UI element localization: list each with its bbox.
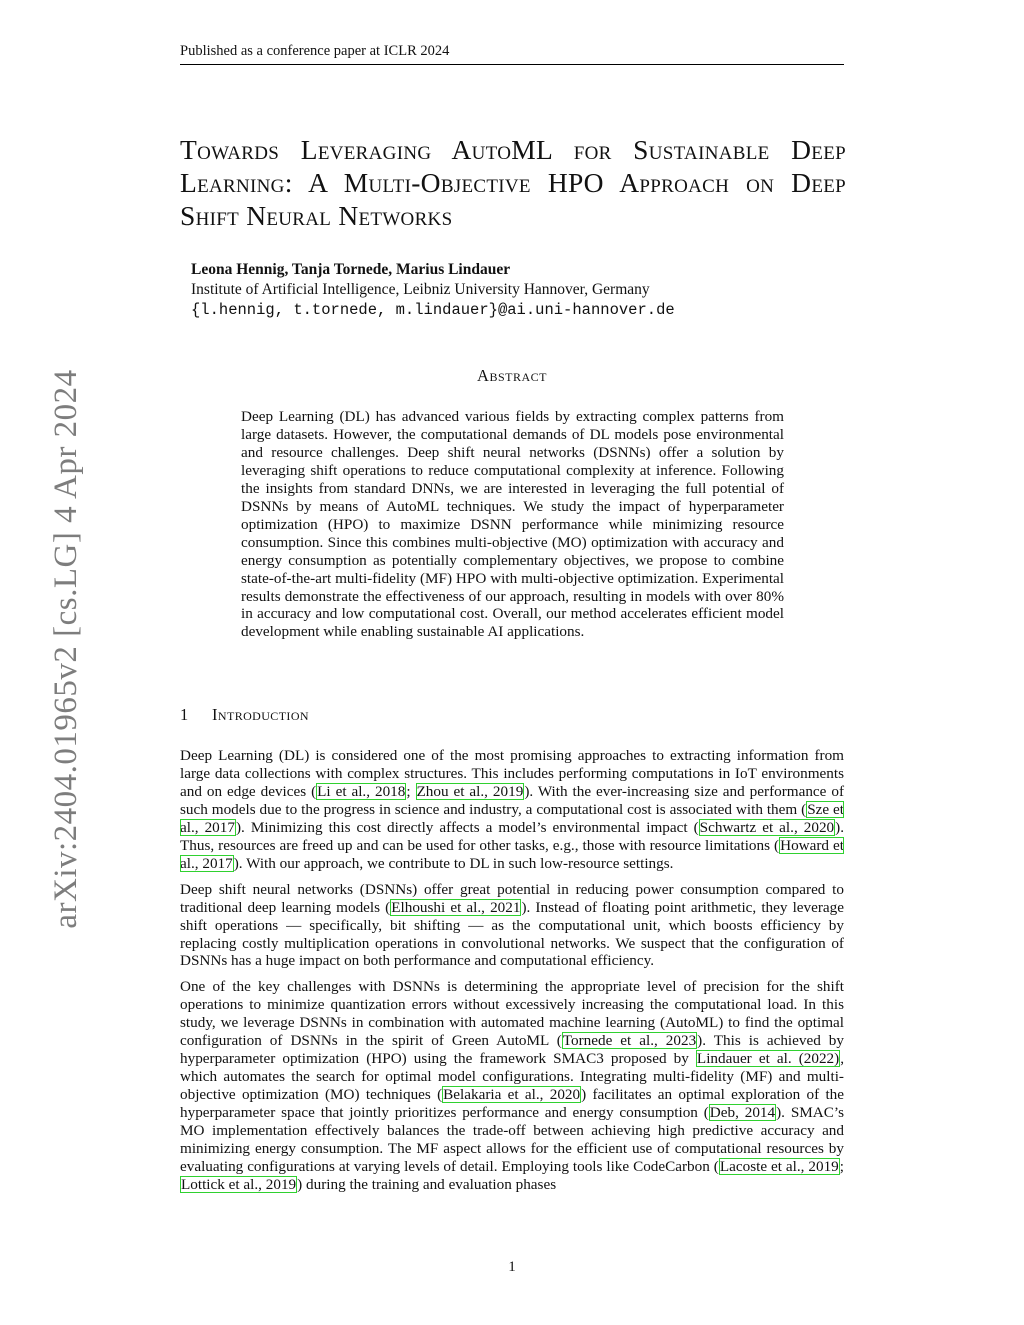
text-run: ). SMAC’s MO implementation effectively balances the trade-off between achieving high predictive accuracy and minimizing energy consumption. The MF aspect allows for the efficient use of computational resources by evaluating configurations at varying levels of detail. Employing tools like CodeCarbon ( <box>180 1104 844 1175</box>
section-number: 1 <box>180 705 189 724</box>
body-text <box>180 747 844 1202</box>
paragraph-1 <box>180 747 844 873</box>
page-number: 1 <box>508 1259 516 1275</box>
text-run: Deep shift neural networks (DSNNs) offer great potential in reducing power consumption compared to traditional deep learning models ( <box>180 880 844 916</box>
citation-link[interactable]: Elhoushi et al., 2021 <box>391 898 521 916</box>
running-header: Published as a conference paper at ICLR 2024 <box>180 43 844 65</box>
citation-link[interactable]: Lindauer et al. (2022) <box>696 1050 840 1068</box>
text-run: ). Instead of floating point arithmetic, they leverage shift operations — specifically, bit shifting — as the computational unit, which boosts efficiency by replacing costly multiplication operations in convolutional networks. We suspect that the configuration of DSNNs has a huge impact on both performance and computational efficiency. <box>180 898 845 970</box>
abstract-heading: Abstract <box>477 366 547 385</box>
author-block <box>191 260 831 320</box>
citation-link[interactable]: Sze et al., 2017 <box>180 800 844 836</box>
text-run: , which automates the search for optimal model configurations. Integrating multi-fidelity (MF) and multi-objective optimization (MO) techniques ( <box>180 1050 844 1104</box>
paragraph-2 <box>180 881 844 971</box>
citation-link[interactable]: Lottick et al., 2019 <box>181 1175 297 1193</box>
abstract-text: Deep Learning (DL) has advanced various fields by extracting complex patterns from large datasets. However, the computational demands of DL models pose environmental and resource challenges. Deep shift neural networks (DSNNs) offer a solution by leveraging shift operations to reduce computational complexity at inference. Following the insights from standard DNNs, we are interested in leveraging the full potential of DSNNs by means of AutoML techniques. We study the impact of hyperparameter optimization (HPO) to maximize DSNN performance while minimizing resource consumption. Since this combines multi-objective (MO) optimization with accuracy and energy consumption as potentially complementary objectives, we propose to combine state-of-the-art multi-fidelity (MF) HPO with multi-objective optimization. Experimental results demonstrate the effectiveness of our approach, resulting in models with over 80% in accuracy and low computational cost. Overall, our method accelerates efficient model development while enabling sustainable AI applications. <box>241 408 784 641</box>
text-run: ). With our approach, we contribute to DL in such low-resource settings. <box>233 854 674 872</box>
author-email: {l.hennig, t.tornede, m.lindauer}@ai.uni-hannover.de <box>191 301 675 319</box>
text-run: ). Minimizing this cost directly affects a model’s environmental impact ( <box>235 818 699 836</box>
citation-link[interactable]: Li et al., 2018 <box>317 782 406 800</box>
author-affiliation: Institute of Artificial Intelligence, Leibniz University Hannover, Germany <box>191 281 650 298</box>
text-run: ). This is achieved by hyperparameter optimization (HPO) using the framework SMAC3 proposed by <box>180 1032 844 1068</box>
section-heading <box>180 705 844 725</box>
text-run: ). Thus, resources are freed up and can be used for other tasks, e.g., those with resource limitations ( <box>180 818 844 854</box>
citation-link[interactable]: Schwartz et al., 2020 <box>699 818 835 836</box>
author-names: Leona Hennig, Tanja Tornede, Marius Lindauer <box>191 261 511 278</box>
section-title: Introduction <box>212 705 309 724</box>
citation-link[interactable]: Zhou et al., 2019 <box>416 782 524 800</box>
text-run: ; <box>406 782 416 800</box>
paragraph-3 <box>180 978 844 1193</box>
text-run: ; <box>839 1157 844 1175</box>
text-run: Deep Learning (DL) is considered one of the most promising approaches to extracting information from large data collections with complex structures. This includes performing computations in IoT environments and on edge devices ( <box>180 747 844 800</box>
text-run: ). With the ever-increasing size and performance of such models due to the progress in science and industry, a computational cost is associated with them ( <box>180 782 845 818</box>
text-run: ) during the training and evaluation phases <box>297 1175 557 1193</box>
citation-link[interactable]: Deb, 2014 <box>709 1104 776 1122</box>
paper-title: Towards Leveraging AutoML for Sustainable Deep Learning: A Multi-Objective HPO Approach on Deep Shift Neural Networks <box>180 134 846 231</box>
citation-link[interactable]: Lacoste et al., 2019 <box>719 1157 839 1175</box>
citation-link[interactable]: Belakaria et al., 2020 <box>443 1086 581 1104</box>
arxiv-id-text: arXiv:2404.01965v2 [cs.LG] 4 Apr 2024 <box>48 369 84 929</box>
citation-link[interactable]: Tornede et al., 2023 <box>562 1032 697 1050</box>
text-run: One of the key challenges with DSNNs is determining the appropriate level of precision for the shift operations to minimize quantization errors without excessively increasing the computational load. In this study, we leverage DSNNs in combination with automated machine learning (AutoML) to find the optimal configuration of DSNNs in the spirit of Green AutoML ( <box>180 978 844 1050</box>
citation-link[interactable]: Howard et al., 2017 <box>180 836 845 872</box>
text-run: ) facilitates an optimal exploration of the hyperparameter space that jointly prioritizes performance and energy consumption ( <box>180 1086 845 1122</box>
